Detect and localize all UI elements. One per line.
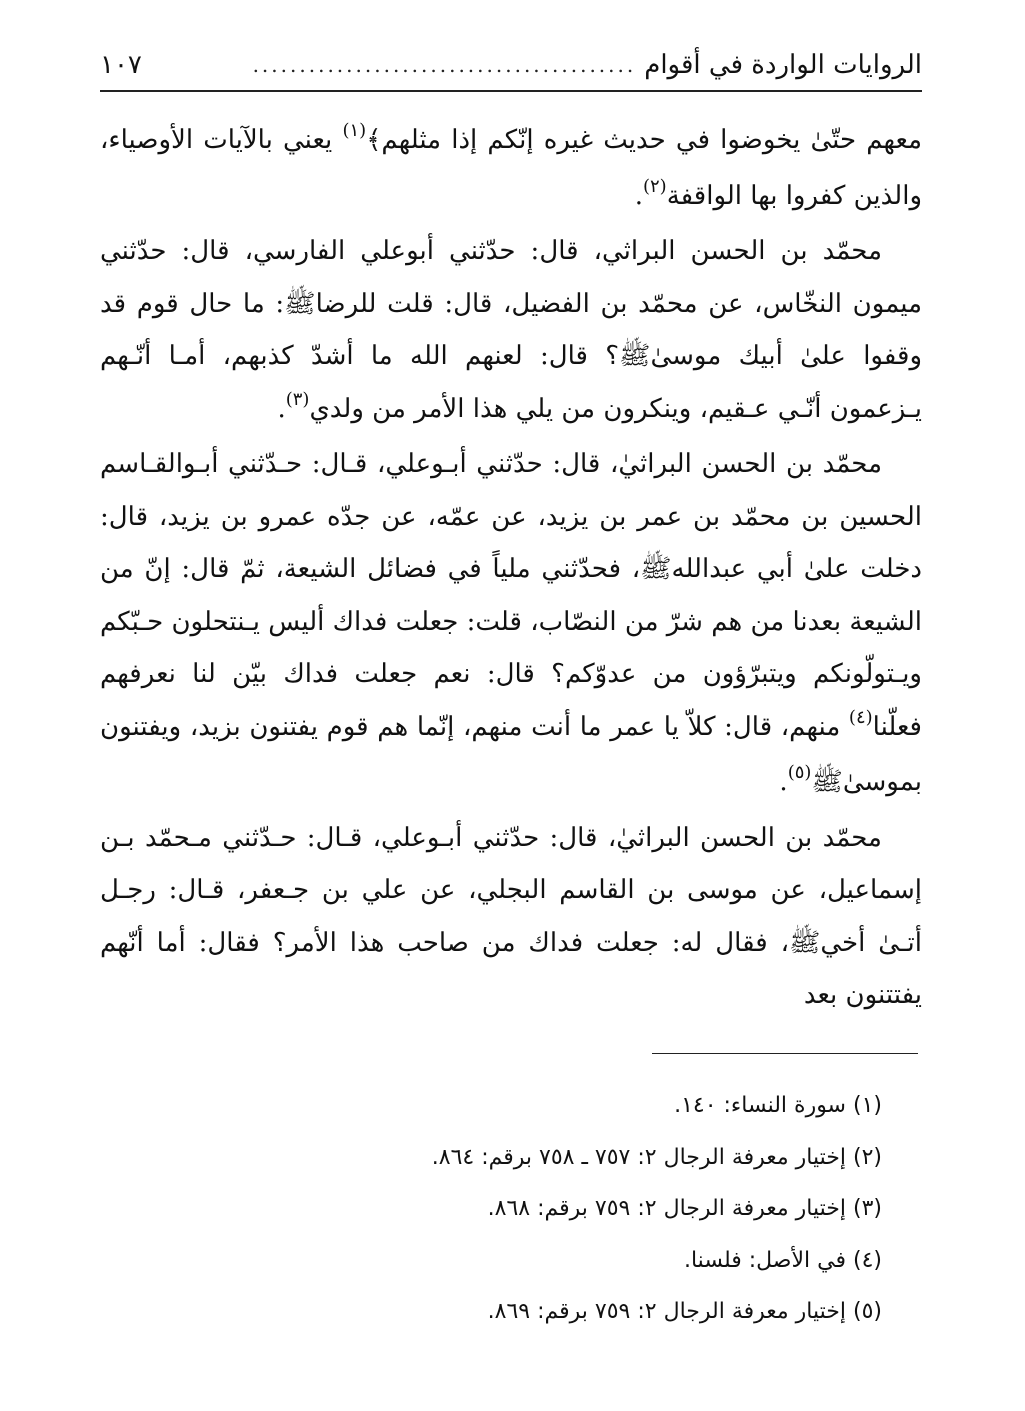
body-text — [100, 114, 922, 1022]
paragraph: محمّد بن الحسن البراثيٰ، قال: حدّثني أبـوعلي، قـال: حـدّثني مـحمّد بـن إسماعيل، عن موسى بن القاسم البجلي، عن علي بن جـعفر، قـال: رجـل أتـىٰ أخيﷺ، فقال له: جعلت فداك من صاحب هذا الأمر؟ فقال: أما أنّهم يفتتنون بعد — [100, 822, 922, 1010]
footnote: (٣) إختيار معرفة الرجال ٢: ٧٥٩ برقم: ٨٦٨. — [487, 1196, 882, 1221]
footnote: (٥) إختيار معرفة الرجال ٢: ٧٥٩ برقم: ٨٦٩. — [487, 1299, 882, 1324]
footnote-ref: (٤) — [848, 706, 873, 728]
footnote-ref: (٢) — [642, 175, 667, 197]
footnote-separator — [652, 1053, 918, 1054]
footnote-ref: (٥) — [787, 762, 812, 783]
footnotes — [200, 1080, 882, 1338]
footnote-ref: (١) — [342, 120, 367, 141]
footnote: (١) سورة النساء: ١٤٠. — [674, 1093, 882, 1118]
footnote: (٢) إختيار معرفة الرجال ٢: ٧٥٧ ـ ٧٥٨ برقم: ٨٦٤. — [431, 1144, 882, 1170]
footnote: (٤) في الأصل: فلسنا. — [683, 1247, 882, 1273]
leader-dots: ......................................... — [252, 53, 637, 77]
page-header — [100, 40, 922, 92]
book-page — [100, 40, 922, 1022]
paragraph: معهم حتّىٰ يخوضوا في حديث غيره إنّكم إذا مثلهم﴾$^{(١)}$ يعني بالآيات الأوصياء، والذين كفروا بها الواقفة$^{(٢)}$. — [100, 120, 922, 211]
paragraph: محمّد بن الحسن البراثيٰ، قال: حدّثني أبـوعلي، قـال: حـدّثني أبـوالقـاسم الحسين بن محمّد بن عمر بن يزيد، عن عمّه، عن جدّه عمرو بن يزيد، قال: دخلت علىٰ أبي عبداللهﷺ، فحدّثني ملياً في فضائل الشيعة، ثمّ قال: إنّ من الشيعة بعدنا من هم شرّ من النصّاب، قلت: جعلت فداك أليس يـنتحلون حـبّكم ويـتولّونكم ويتبرّؤون من عدوّكم؟ قال: نعم جعلت فداك بيّن لنا نعرفهم فعلّنا$^{(٤)}$ منهم، قال: كلاّ يا عمر ما أنت منهم، إنّما هم قوم يفتنون بزيد، ويفتنون بموسىٰﷺ$^{(٥)}$. — [100, 449, 922, 797]
paragraph: محمّد بن الحسن البراثي، قال: حدّثني أبوعلي الفارسي، قال: حدّثني ميمون النخّاس، عن محمّد بن الفضيل، قال: قلت للرضاﷺ: ما حال قوم قد وقفوا علىٰ أبيك موسىٰﷺ؟ قال: لعنهم الله ما أشدّ كذبهم، أمـا أنّـهم يـزعمون أنّـي عـقيم، وينكرون من يلي هذا الأمر من ولدي$^{(٣)}$. — [100, 236, 922, 424]
page-number: ١٠٧ — [100, 50, 142, 80]
footnote-ref: (٣) — [285, 388, 310, 410]
running-title: الروايات الواردة في أقوام — [644, 50, 922, 80]
